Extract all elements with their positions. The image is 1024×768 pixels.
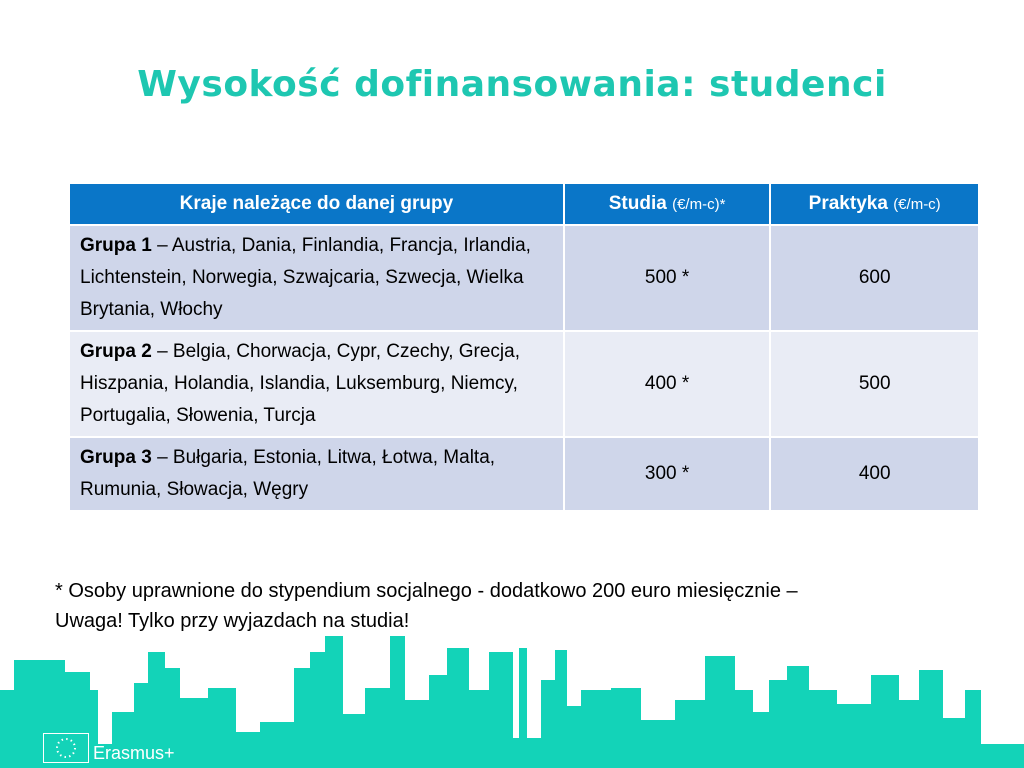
- header-countries: Kraje należące do danej grupy: [69, 183, 564, 225]
- countries-cell: [69, 437, 564, 511]
- erasmus-brand-logo: Erasmus+: [93, 743, 175, 763]
- group-label: Grupa 1: [80, 235, 152, 256]
- funding-table: [68, 182, 980, 512]
- table-header-row: [69, 183, 979, 225]
- table-row: [69, 437, 979, 511]
- countries-cell: [69, 225, 564, 331]
- studies-cell: 400 *: [564, 331, 771, 437]
- internship-cell: 600: [770, 225, 979, 331]
- group-label: Grupa 3: [80, 447, 152, 468]
- footnote-line: * Osoby uprawnione do stypendium socjalnego - dodatkowo 200 euro miesięcznie –: [55, 580, 798, 602]
- country-list: – Austria, Dania, Finlandia, Francja, Irlandia, Lichtenstein, Norwegia, Szwajcaria, Szwecja, Wielka Brytania, Włochy: [80, 235, 531, 320]
- internship-cell: 400: [770, 437, 979, 511]
- footnote: [55, 576, 985, 636]
- countries-cell: [69, 331, 564, 437]
- header-studies-unit: (€/m-c)*: [672, 196, 726, 213]
- footnote-line: Uwaga! Tylko przy wyjazdach na studia!: [55, 610, 410, 632]
- studies-cell: 500 *: [564, 225, 771, 331]
- header-internship: Praktyka (€/m-c): [770, 183, 979, 225]
- header-internship-unit: (€/m-c): [893, 196, 941, 213]
- internship-cell: 500: [770, 331, 979, 437]
- studies-cell: 300 *: [564, 437, 771, 511]
- table-row: [69, 225, 979, 331]
- table-row: [69, 331, 979, 437]
- country-list: – Bułgaria, Estonia, Litwa, Łotwa, Malta, Rumunia, Słowacja, Węgry: [80, 447, 496, 500]
- slide-title: Wysokość dofinansowania: studenci: [137, 64, 887, 105]
- group-label: Grupa 2: [80, 341, 152, 362]
- header-studies: Studia (€/m-c)*: [564, 183, 771, 225]
- country-list: – Belgia, Chorwacja, Cypr, Czechy, Grecja, Hiszpania, Holandia, Islandia, Luksemburg, Niemcy, Portugalia, Słowenia, Turcja: [80, 341, 520, 426]
- eu-flag-icon: [43, 733, 89, 763]
